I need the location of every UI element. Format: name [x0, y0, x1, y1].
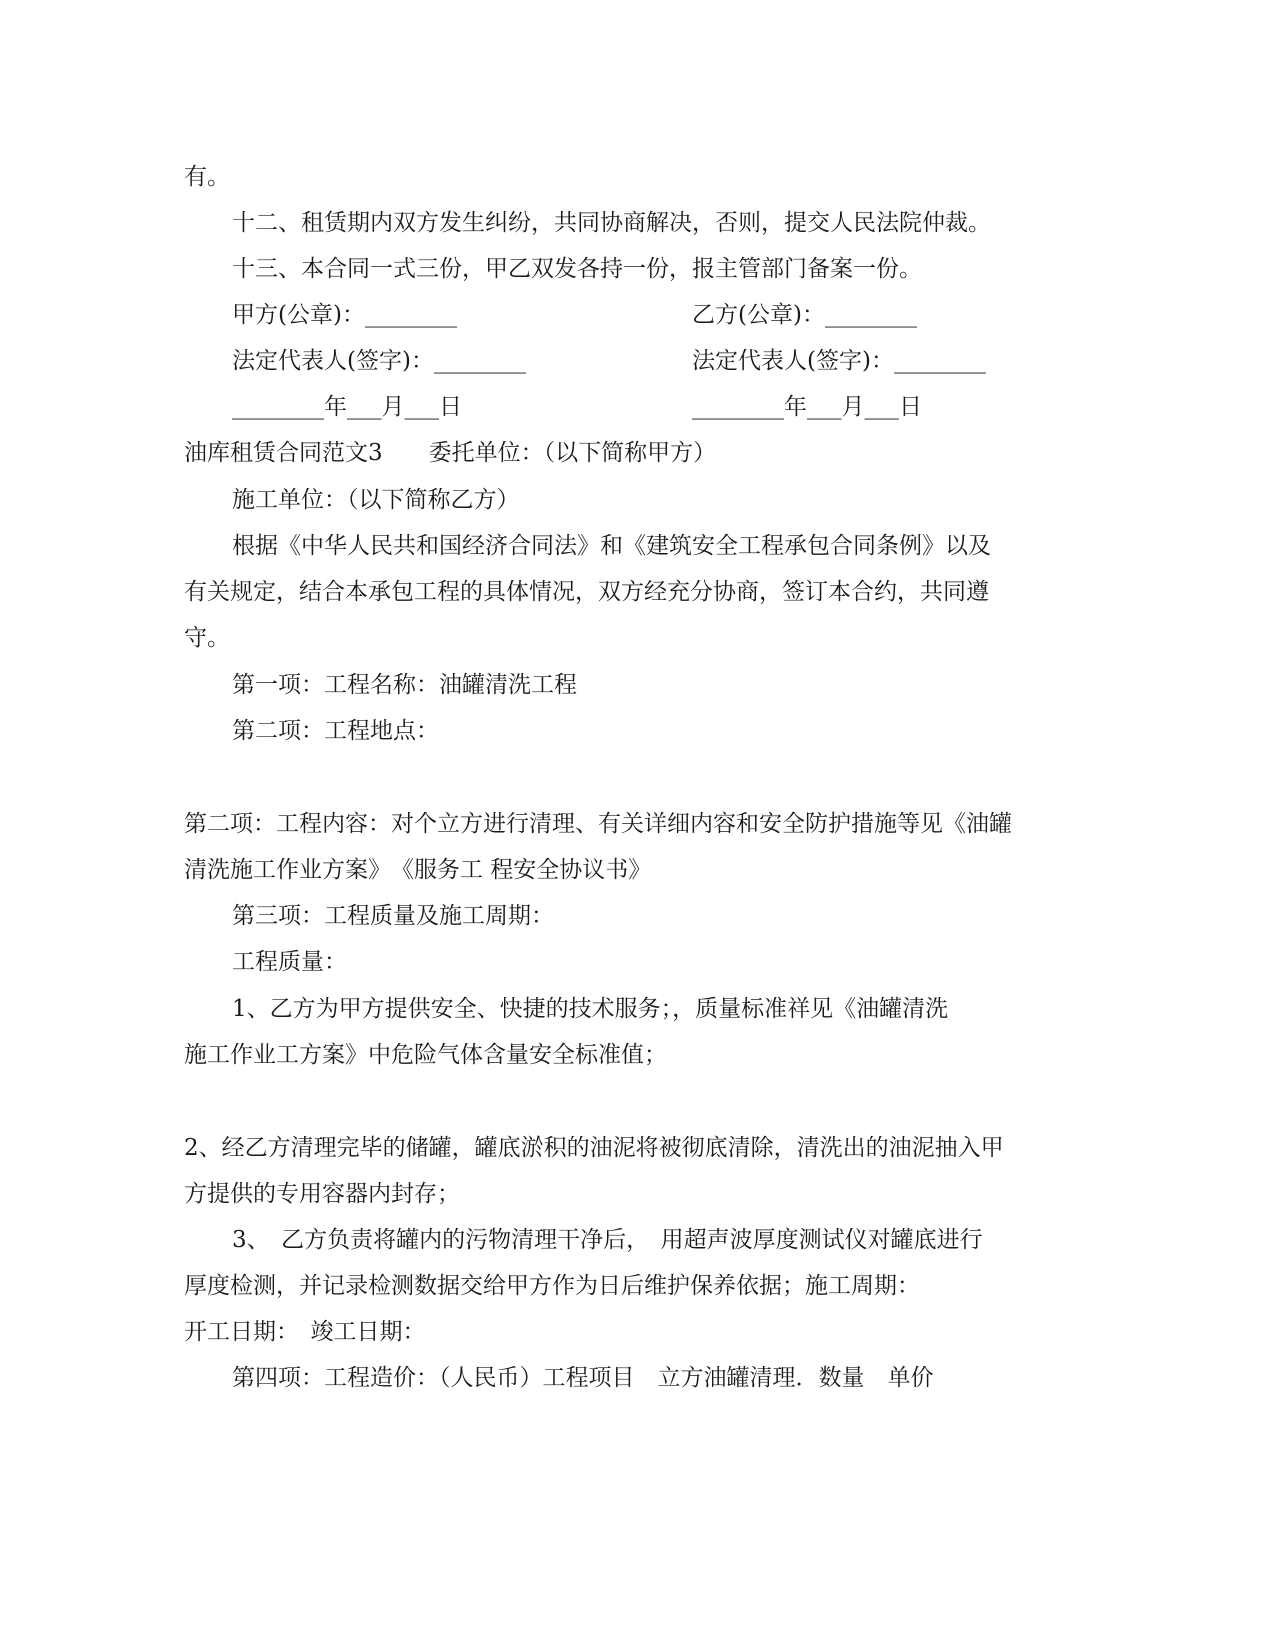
party-b-representative: 法定代表人(签字)：________: [692, 348, 986, 374]
party-a-representative: 法定代表人(签字)：________: [232, 348, 526, 374]
item-1: 第一项：工程名称：油罐清洗工程: [232, 672, 577, 698]
quality-1: 1、乙方为甲方提供安全、快捷的技术服务；，质量标准祥见《油罐清洗: [232, 996, 949, 1022]
paragraph-line: 守。: [184, 625, 230, 651]
text-line: 工程质量：: [232, 949, 347, 975]
item-2-content: 第二项：工程内容：对个立方进行清理、有关详细内容和安全防护措施等见《油罐: [184, 811, 1012, 837]
paragraph-line: 有关规定，结合本承包工程的具体情况，双方经充分协商，签订本合约，共同遵: [184, 579, 989, 605]
item-4: 第四项：工程造价：（人民币）工程项目 立方油罐清理．数量 单价: [232, 1365, 934, 1391]
paragraph-line: 厚度检测，并记录检测数据交给甲方作为日后维护保养依据；施工周期：: [184, 1273, 920, 1299]
paragraph-line: 方提供的专用容器内封存；: [184, 1181, 460, 1207]
paragraph-line: 施工作业工方案》中危险气体含量安全标准值；: [184, 1042, 667, 1068]
party-b-date: ________年___月___日: [692, 394, 922, 420]
paragraph-line: 清洗施工作业方案》 《服务工 程安全协议书》: [184, 857, 652, 883]
item-2: 第二项：工程地点：: [232, 718, 439, 744]
quality-3: 3、 乙方负责将罐内的污物清理干净后， 用超声波厚度测试仪对罐底进行: [232, 1227, 983, 1253]
section-heading: 油库租赁合同范文3 委托单位：（以下简称甲方）: [184, 440, 717, 466]
dates-line: 开工日期： 竣工日期：: [184, 1319, 426, 1345]
item-3: 第三项：工程质量及施工周期：: [232, 903, 554, 929]
party-a-seal: 甲方(公章)：________: [232, 302, 457, 328]
party-a-date: ________年___月___日: [232, 394, 462, 420]
party-b-seal: 乙方(公章)：________: [692, 302, 917, 328]
text-line: 施工单位：（以下简称乙方）: [232, 487, 520, 513]
clause-12: 十二、租赁期内双方发生纠纷，共同协商解决，否则，提交人民法院仲裁。: [232, 210, 991, 236]
clause-13: 十三、本合同一式三份，甲乙双发各持一份，报主管部门备案一份。: [232, 256, 922, 282]
text-line: 有。: [184, 164, 230, 190]
paragraph-line: 根据《中华人民共和国经济合同法》和《建筑安全工程承包合同条例》以及: [232, 533, 991, 559]
quality-2: 2、经乙方清理完毕的储罐，罐底淤积的油泥将被彻底清除，清洗出的油泥抽入甲: [184, 1135, 1004, 1161]
